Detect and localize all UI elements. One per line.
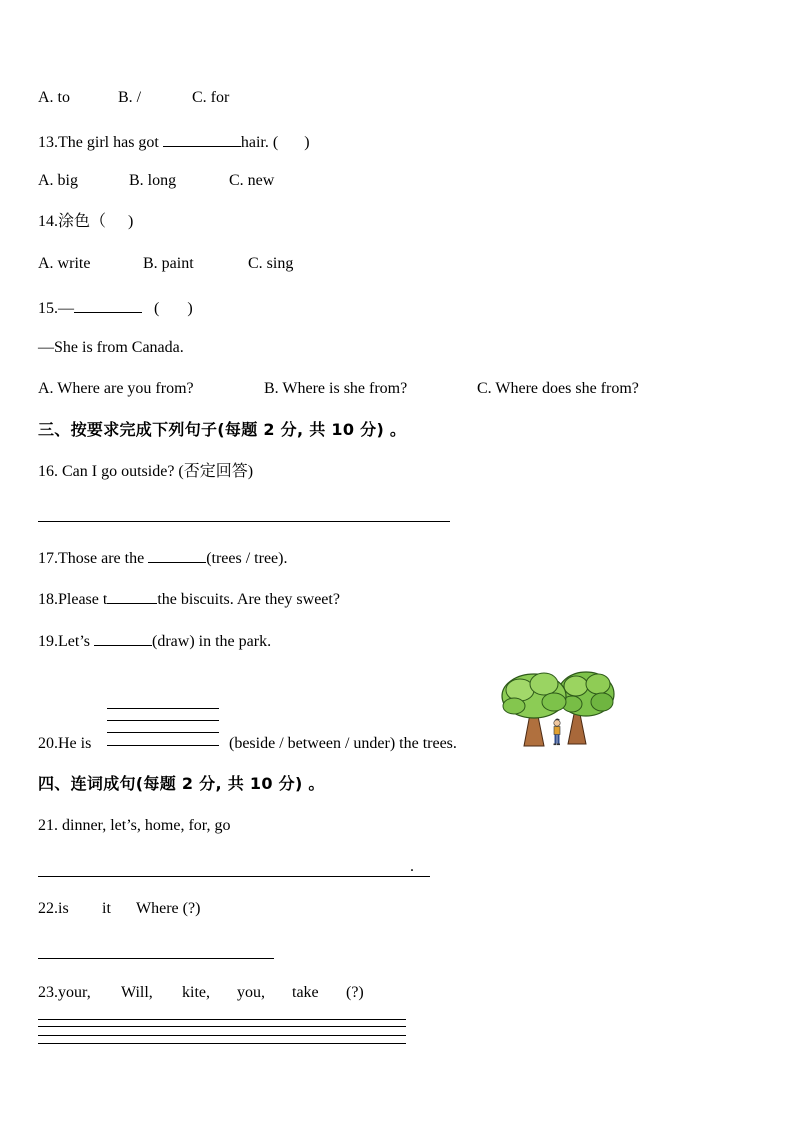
q14-label: 14.涂色（ [38, 213, 107, 230]
q19-blank[interactable] [94, 629, 152, 646]
q12-option-a: A. to [38, 89, 70, 106]
q23-word-6: (?) [346, 984, 364, 1001]
q14-close-paren: ) [128, 213, 134, 230]
q13-close-paren: ) [304, 134, 310, 151]
q18-prefix: 18.Please t [38, 591, 108, 608]
boy-figure [554, 719, 561, 746]
q18-question [38, 587, 340, 610]
q21-answer-line[interactable] [38, 876, 430, 877]
q15-close-paren: ) [187, 300, 193, 317]
q20-suffix: (beside / between / under) the trees. [229, 735, 457, 752]
q21-question: 21. dinner, let’s, home, for, go [38, 817, 231, 834]
q16-question: 16. Can I go outside? (否定回答) [38, 463, 254, 480]
q19-prefix: 19.Let’s [38, 633, 94, 650]
q12-option-c: C. for [192, 89, 230, 106]
q17-suffix: (trees / tree). [206, 550, 288, 567]
q13-option-b: B. long [129, 172, 177, 189]
q13-option-a: A. big [38, 172, 78, 189]
q21-period: . [410, 858, 414, 875]
q22-word-3: Where (?) [136, 900, 201, 917]
q19-suffix: (draw) in the park. [152, 633, 272, 650]
section3-heading: 三、按要求完成下列句子(每题 2 分, 共 10 分) 。 [38, 420, 407, 439]
q23-word-5: take [292, 984, 319, 1001]
q13-blank[interactable] [163, 130, 241, 147]
q15-option-b: B. Where is she from? [264, 380, 408, 397]
q13-question [38, 130, 310, 153]
q22-answer-line[interactable] [38, 958, 274, 959]
q16-answer-line[interactable] [38, 521, 450, 522]
q15-question [38, 296, 193, 319]
q14-option-b: B. paint [143, 255, 194, 272]
q17-prefix: 17.Those are the [38, 550, 149, 567]
q18-blank[interactable] [107, 587, 157, 604]
trees-illustration [500, 668, 618, 750]
q20-prefix: 20.He is [38, 735, 92, 752]
q15-option-c: C. Where does she from? [477, 380, 639, 397]
q13-option-c: C. new [229, 172, 275, 189]
q22-word-2: it [102, 900, 111, 917]
q15-prefix: 15.— [38, 300, 74, 317]
q15-open-paren: ( [154, 300, 160, 317]
right-tree [558, 672, 614, 744]
q15-option-a: A. Where are you from? [38, 380, 194, 397]
q23-word-3: kite, [182, 984, 210, 1001]
q23-word-1: 23.your, [38, 984, 91, 1001]
q13-prefix: 13.The girl has got [38, 134, 163, 151]
q14-option-c: C. sing [248, 255, 294, 272]
q22-word-1: 22.is [38, 900, 69, 917]
q23-word-2: Will, [121, 984, 153, 1001]
q12-option-b: B. / [118, 89, 142, 106]
q14-question [38, 212, 133, 232]
q23-word-4: you, [237, 984, 265, 1001]
section4-heading: 四、连词成句(每题 2 分, 共 10 分) 。 [38, 774, 325, 793]
q17-blank[interactable] [148, 546, 206, 563]
q13-suffix: hair. ( [240, 134, 279, 151]
q18-suffix: the biscuits. Are they sweet? [157, 591, 340, 608]
q19-question [38, 629, 271, 652]
q17-question [38, 546, 287, 569]
q14-option-a: A. write [38, 255, 91, 272]
q15-answer: —She is from Canada. [38, 339, 184, 356]
q15-blank[interactable] [74, 296, 142, 313]
